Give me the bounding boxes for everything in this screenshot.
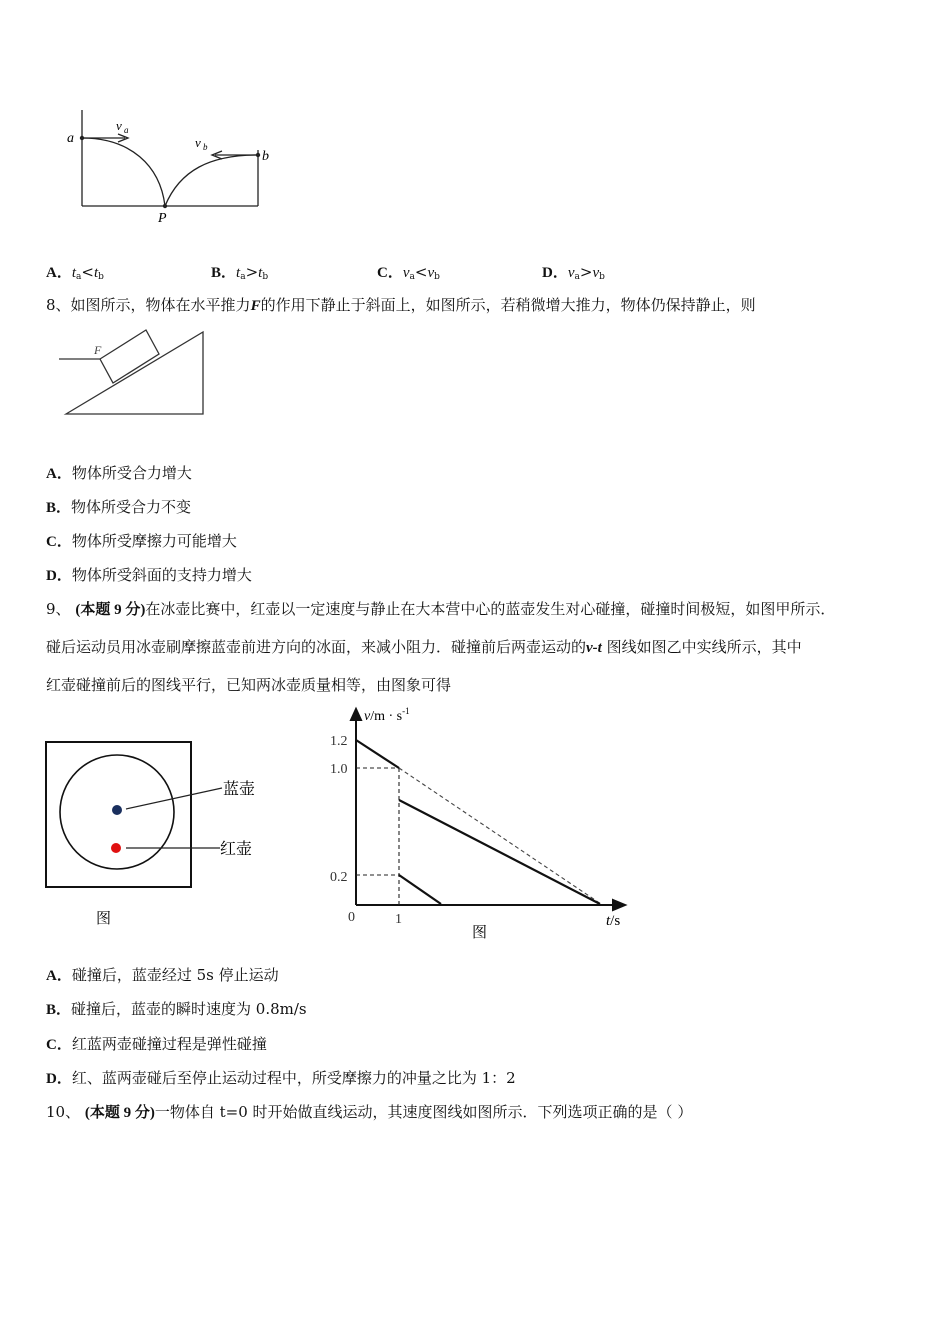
vb-label: v <box>195 135 201 150</box>
figure-jia-caption: 图 <box>96 911 112 927</box>
q8-option-c: C．物体所受摩擦力可能增大 <box>46 532 237 550</box>
svg-text:1.2: 1.2 <box>330 734 348 749</box>
q9-option-a: A．碰撞后，蓝壶经过 5s 停止运动 <box>46 966 279 984</box>
svg-text:0.2: 0.2 <box>330 870 348 885</box>
va-label: v <box>116 118 122 133</box>
q8-option-b: B．物体所受合力不变 <box>46 498 192 516</box>
red-stone <box>111 843 121 853</box>
vt-graph <box>320 700 640 945</box>
force-f-label: F <box>94 343 102 357</box>
point-b-label: b <box>262 149 269 164</box>
q7-option-d: D．$v_a>v_b$ <box>542 263 605 282</box>
svg-text:a: a <box>124 125 129 135</box>
blue-stone-label: 蓝壶 <box>223 781 256 798</box>
y-axis-label: $v/m \cdot s^{-1}$ <box>364 706 410 724</box>
q8-figure <box>55 325 215 425</box>
q8-option-d: D．物体所受斜面的支持力增大 <box>46 566 252 584</box>
svg-text:0: 0 <box>348 910 355 925</box>
q7-option-c: C．$v_a<v_b$ <box>377 263 440 282</box>
incline-block-diagram <box>55 325 215 425</box>
blue-after-line <box>399 800 600 904</box>
q9-stem-line2: 碰后运动员用冰壶刷摩擦蓝壶前进方向的冰面，来减小阻力．碰撞前后两壶运动的v-t 图线如图乙中实线所示，其中 <box>46 638 802 656</box>
q9-option-b: B．碰撞后，蓝壶的瞬时速度为 0.8m/s <box>46 1000 307 1018</box>
red-after-line <box>399 875 441 904</box>
q7-trajectory-diagram <box>60 105 300 230</box>
q7-option-b: B．$t_a>t_b$ <box>211 263 269 282</box>
svg-text:1: 1 <box>395 912 402 927</box>
red-stone-label: 红壶 <box>220 841 253 858</box>
q9-figure-yi-chart <box>320 700 640 945</box>
q10-stem: 10、 (本题 9 分)一物体自 t=0 时开始做直线运动，其速度图线如图所示．下列选项正确的是（ ） <box>46 1103 693 1121</box>
curling-house-diagram <box>40 735 270 935</box>
blue-stone <box>112 805 122 815</box>
x-axis-label: t/s <box>606 913 621 929</box>
figure-yi-caption: 图 <box>472 925 488 941</box>
q8-stem: 8、如图所示，物体在水平推力F的作用下静止于斜面上，如图所示，若稍微增大推力，物体仍保持静止，则 <box>46 296 756 314</box>
q9-stem-line3: 红壶碰撞前后的图线平行，已知两冰壶质量相等，由图象可得 <box>46 676 452 694</box>
q7-figure <box>60 105 300 230</box>
svg-text:b: b <box>203 142 208 152</box>
q9-figure-jia <box>40 735 270 935</box>
q8-option-a: A．物体所受合力增大 <box>46 464 192 482</box>
q9-option-d: D．红、蓝两壶碰后至停止运动过程中，所受摩擦力的冲量之比为 1：2 <box>46 1069 516 1087</box>
q9-option-c: C．红蓝两壶碰撞过程是弹性碰撞 <box>46 1035 267 1053</box>
red-before-line <box>356 740 399 768</box>
q9-stem-line1: 9、 (本题 9 分)在冰壶比赛中，红壶以一定速度与静止在大本营中心的蓝壶发生对心碰撞，碰撞时间极短，如图甲所示． <box>46 600 836 618</box>
q7-option-a: A．$t_a<t_b$ <box>46 263 104 282</box>
point-p-label: P <box>158 211 167 226</box>
svg-text:1.0: 1.0 <box>330 762 348 777</box>
point-a-label: a <box>67 131 74 146</box>
